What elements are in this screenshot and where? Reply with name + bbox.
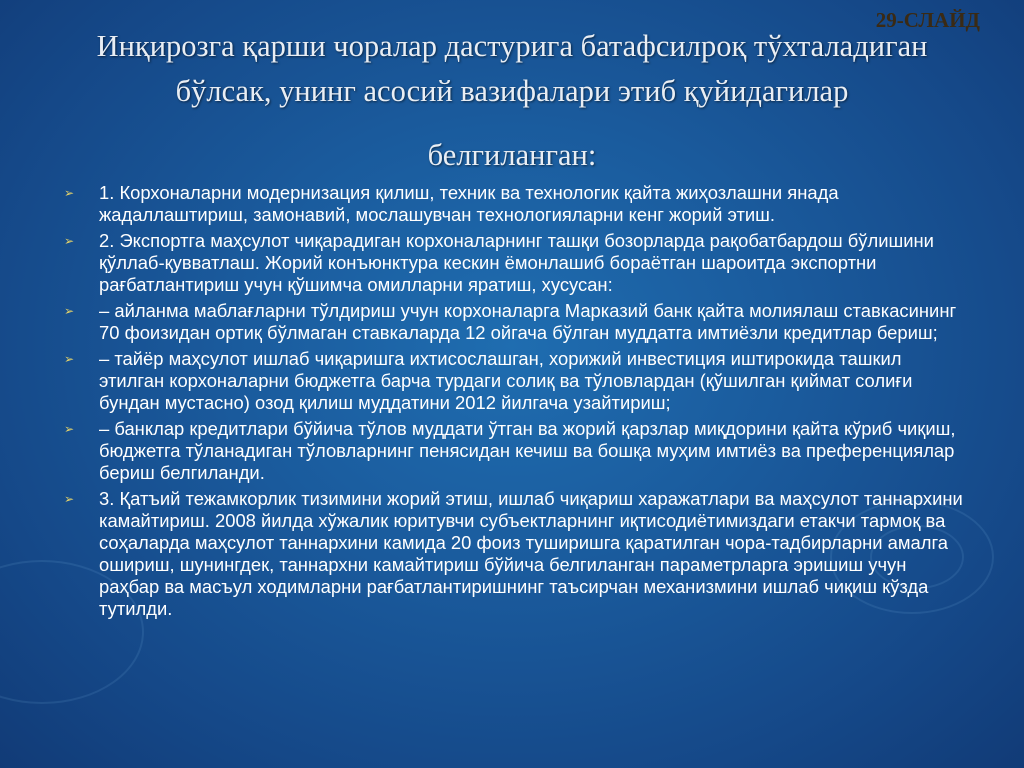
- slide-number: 29-СЛАЙД: [875, 8, 980, 32]
- bullet-item: [60, 348, 966, 414]
- bullet-text: – айланма маблағларни тўлдириш учун корхоналарга Марказий банк қайта молиялаш ставкасининг 70 фоизидан ортиқ бўлмаган ставкаларда 12 ойгача бўлган муддатга имтиёзли кредитлар бериш;: [99, 300, 957, 343]
- arrow-bullet-icon: ➢: [64, 186, 75, 200]
- arrow-bullet-icon: ➢: [64, 304, 75, 318]
- bullet-item: [60, 230, 966, 296]
- title-line: белгиланган:: [427, 138, 597, 172]
- bullet-list: [60, 182, 966, 624]
- title-line: Инқирозга қарши чоралар дастурига батафсилроқ тўхталадиган: [96, 29, 928, 63]
- arrow-bullet-icon: ➢: [64, 234, 75, 248]
- arrow-bullet-icon: ➢: [64, 422, 75, 436]
- bullet-text: – тайёр маҳсулот ишлаб чиқаришга ихтисослашган, хорижий инвестиция иштирокида ташкил этилган корхоналарни бюджетга барча турдаги солиқ ва тўловлардан (қўшилган қиймат солиғи бундан мустасно) озод қилиш муддатини 2012 йилгача узайтириш;: [99, 348, 913, 413]
- bullet-item: [60, 182, 966, 226]
- bullet-item: [60, 488, 966, 620]
- bullet-item: [60, 418, 966, 484]
- bullet-text: 2. Экспортга маҳсулот чиқарадиган корхоналарнинг ташқи бозорларда рақобатбардош бўлишини қўллаб-қувватлаш. Жорий конъюнктура кескин ёмонлашиб бораётган шароитда экспортни рағбатлантириш учун қўшимча омилларни яратиш, хусусан:: [99, 230, 934, 295]
- arrow-bullet-icon: ➢: [64, 492, 75, 506]
- bullet-text: 1. Корхоналарни модернизация қилиш, техник ва технологик қайта жиҳозлашни янада жадаллаштириш, замонавий, мослашувчан технологияларни кенг жорий этиш.: [99, 182, 839, 225]
- title-line: бўлсак, унинг асосий вазифалари этиб қуйидагилар: [175, 74, 849, 108]
- bullet-item: [60, 300, 966, 344]
- arrow-bullet-icon: ➢: [64, 352, 75, 366]
- bullet-text: 3. Қатъий тежамкорлик тизимини жорий этиш, ишлаб чиқариш харажатлари ва маҳсулот таннархини камайтириш. 2008 йилда хўжалик юритувчи субъектларнинг иқтисодиётимиздаги етакчи тармоқ ва соҳаларда маҳсулот таннархини камида 20 фоиз туширишга қаратилган чора-тадбирларни амалга ошириш, шунингдек, таннархни камайтириш бўйича белгиланган параметрларга эришиш учун раҳбар ва масъул ходимларни рағбатлантиришнинг таъсирчан механизмини ишлаб чиқиш кўзда тутилди.: [99, 488, 963, 619]
- bullet-text: – банклар кредитлари бўйича тўлов муддати ўтган ва жорий қарзлар миқдорини қайта кўриб чиқиш, бюджетга тўланадиган тўловларнинг пенясидан кечиш ва бошқа муҳим имтиёз ва преференциялар бериш белгиланди.: [99, 418, 956, 483]
- slide-title: [40, 24, 984, 178]
